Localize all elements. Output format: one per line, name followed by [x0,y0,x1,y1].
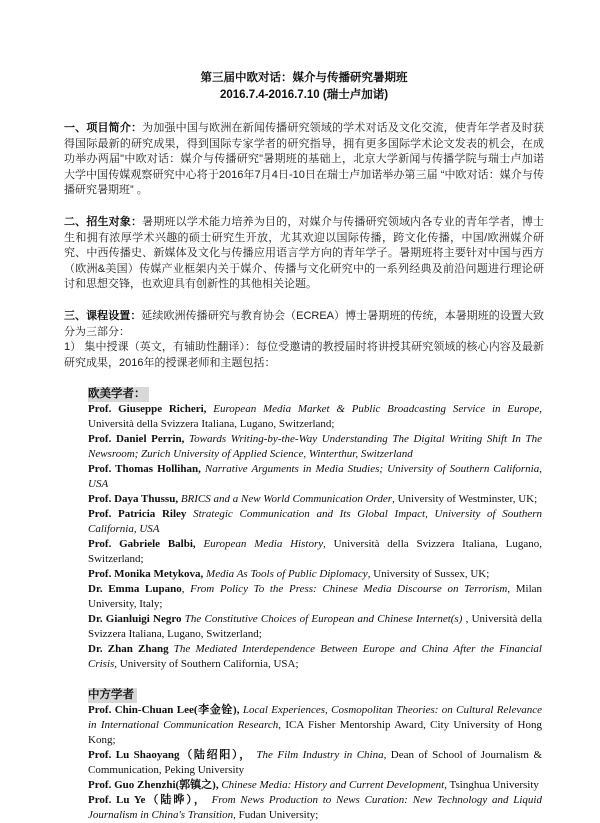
scholar-entry [88,507,542,537]
scholar-affiliation: , Università della Svizzera Italiana, Lugano, Switzerland; [88,538,542,566]
section-heading: 三、课程设置： [64,309,142,322]
section-text: 延续欧洲传播研究与教育协会（ECREA）博士暑期班的传统，本暑期班的设置大致分为三部分： [64,309,544,338]
scholar-name: Dr. Zhan Zhang [88,643,174,656]
scholar-affiliation: , Università della Svizzera Italiana, Lugano, Switzerland; [88,403,543,431]
lecture-topic: , From Policy To the Press: Chinese Media Discourse on Terrorism [181,583,508,596]
scholar-name: Prof. Chin-Chuan Lee(李金铨), [88,704,243,717]
scholar-affiliation: , University of Westminster, UK; [392,493,538,506]
lecture-topic: Strategic Communication and Its Global Impact, University of Southern California, USA [88,508,543,536]
lecture-topic: European Media History [203,538,324,551]
scholar-entry [88,793,542,823]
scholar-entry [88,642,542,672]
scholar-name: Prof. Thomas Hollihan, [88,463,205,476]
scholar-affiliation: , University of Southern California, USA; [114,658,299,671]
document-page [64,70,544,823]
scholar-affiliation: , University of Sussex, UK; [367,568,490,581]
scholar-affiliation: , ICA Fisher Mentorship Award, City University of Hong Kong; [88,719,542,747]
scholar-name: Prof. Monika Metykova, [88,568,207,581]
chinese-scholar-list [88,703,542,823]
scholar-entry [88,748,542,778]
scholar-affiliation: , Tsinghua University [444,779,539,792]
scholar-affiliation: , Università della Svizzera Italiana, Lugano, Switzerland; [88,613,543,641]
western-scholars [88,387,542,672]
lecture-topic: Local Experiences, Cosmopolitan Theories: on Cultural Relevance in International Communication Research [88,704,542,732]
scholar-name: Prof. Guo Zhenzhi(郭镇之), [88,779,222,792]
lecture-topic: European Media Market & Public Broadcasting Service in Europe [213,403,540,416]
scholar-entry [88,582,542,612]
chinese-scholars-heading: 中方学者 [88,688,137,703]
scholar-name: Dr. Emma Lupano [88,583,182,596]
section-text: 暑期班以学术能力培养为目的，对媒介与传播研究领域内各专业的青年学者，博士生和拥有浓厚学术兴趣的硕士研究生开放，尤其欢迎以国际传播，跨文化传播，中国/欧洲媒介研究、中西传播史、新媒体及文化与传播应用语言学方向的青年学子。暑期班将主要针对中国与西方（欧洲&美国）传媒产业框架内关于媒介、传播与文化研究中的一系列经典及前沿问题进行理论研讨和思想交锋，也欢迎具有创新性的其他相关论题。 [64,215,545,291]
lecture-topic: Narrative Arguments in Media Studies; University of Southern California, USA [88,463,542,491]
scholar-name: Prof. Daniel Perrin, [88,433,190,446]
scholar-entry [88,462,542,492]
scholar-entry [88,778,542,793]
section-heading: 二、招生对象： [64,215,143,228]
section-curriculum [64,309,544,340]
scholar-name: Prof. Lu Shaoyang（陆绍阳）， [88,749,257,762]
scholar-affiliation: , Milan University, Italy; [88,583,543,611]
section-text: 为加强中国与欧洲在新闻传播研究领域的学术对话及文化交流，使青年学者及时获得国际最新的研究成果，得到国际专家学者的研究指导，拥有更多国际学术论文发表的机会，在成功举办两届"中欧对话：媒介与传播研究"暑期班的基础上，北京大学新闻与传播学院与瑞士卢加诺大学中国传媒观察研究中心将于2016年7月4日-10日在瑞士卢加诺举办第三届 “中欧对话：媒介与传播研究暑期班” 。 [64,122,545,197]
scholar-entry [88,703,542,748]
lecture-topic: From News Production to News Curation: New Technology and Liquid Journalism in China's Transition [88,794,542,822]
lecture-topic: BRICS and a New World Communication Order [180,493,393,506]
scholar-name: Prof. Lu Ye（陆晔）， [88,794,212,807]
part-one-text: 1） 集中授课（英文，有辅助性翻译）：每位受邀请的教授届时将讲授其研究领域的核心内容及最新研究成果，2016年的授课老师和主题包括： [64,341,544,369]
scholar-entry [88,612,542,642]
scholar-entry [88,567,542,582]
lecture-topic: The Constitutive Choices of European and Chinese Internet(s) [184,613,466,626]
scholar-entry [88,402,542,432]
lecture-topic: The Film Industry in China [256,749,384,762]
scholar-affiliation: , Fudan University; [233,809,319,822]
document-title: 第三届中欧对话：媒介与传播研究暑期班 [200,72,408,84]
western-scholars-heading: 欧美学者： [88,387,149,402]
lecture-topic: Media As Tools of Public Diplomacy [206,568,368,581]
scholar-name: Dr. Gianluigi Negro [88,613,185,626]
scholar-name: Prof. Giuseppe Richeri, [88,403,214,416]
section-enrollment [64,215,544,293]
scholar-name: Prof. Daya Thussu, [88,493,181,506]
lecture-topic: Chinese Media: History and Current Development [221,779,445,792]
scholar-name: Prof. Gabriele Balbi, [88,538,204,551]
scholar-affiliation: , Dean of School of Journalism & Communication, Peking University [88,749,542,777]
section-heading: 一、项目简介： [64,122,143,134]
lecture-topic: The Mediated Interdependence Between Europe and China After the Financial Crisis [88,643,542,671]
section-introduction [64,121,544,199]
scholar-entry [88,432,542,462]
lecture-topic: Towards Writing-by-the-Way Understanding The Digital Writing Shift In The Newsroom; Zurich University of Applied Science, Winterthur, Switzerland [88,433,542,461]
chinese-scholars [88,688,542,823]
document-dates: 2016.7.4-2016.7.10 (瑞士卢加诺) [219,89,389,101]
scholar-entry [88,492,542,507]
scholar-name: Prof. Patricia Riley [88,508,194,521]
scholar-entry [88,537,542,567]
western-scholar-list [88,402,542,672]
